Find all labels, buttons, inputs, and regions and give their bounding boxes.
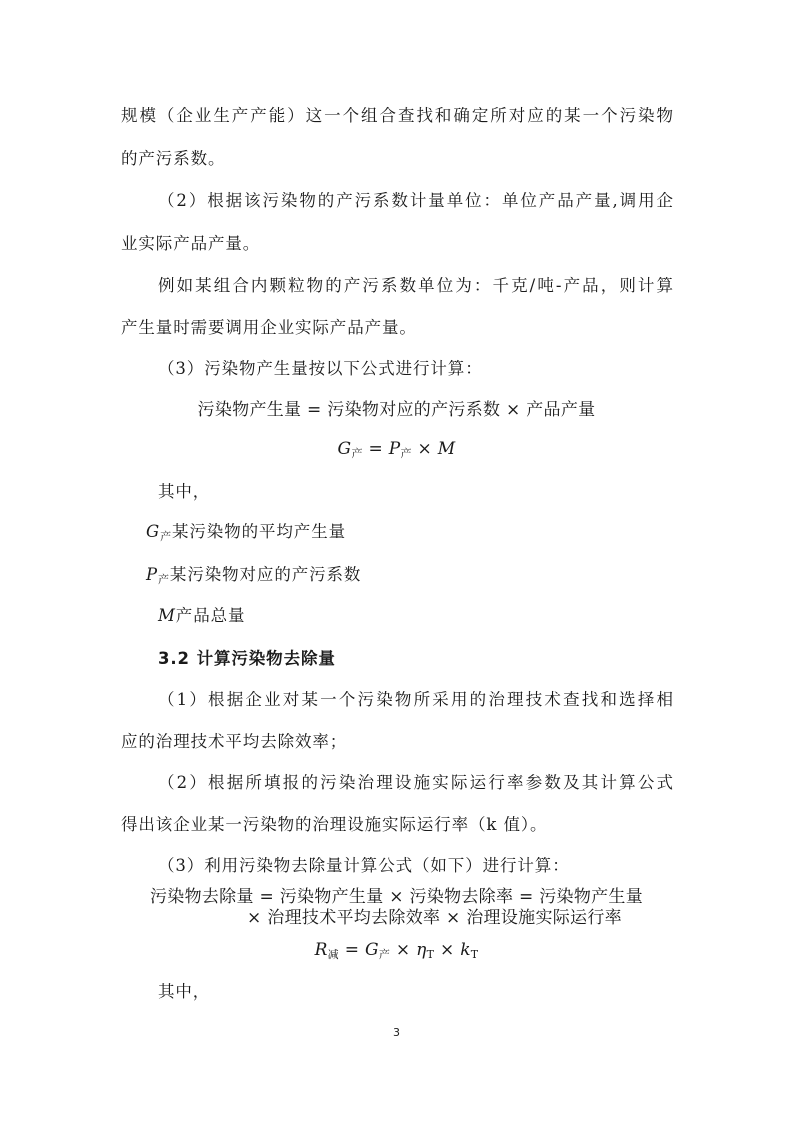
definition-m	[158, 604, 245, 628]
formula-text: 污染物去除量 = 污染物产生量 × 污染物去除率 = 污染物产生量	[149, 887, 644, 907]
symbol-g: G	[146, 522, 161, 541]
formula-text: 污染物产生量 = 污染物对应的产污系数 × 产品产量	[197, 400, 596, 420]
formula-math	[0, 938, 793, 967]
paragraph-line: （3）污染物产生量按以下公式进行计算：	[158, 359, 483, 378]
subscript: 产	[400, 447, 412, 460]
page-number: 3	[393, 1026, 400, 1039]
times-sign: ×	[411, 439, 438, 459]
symbol-p: P	[146, 565, 159, 584]
paragraph-line: （2）根据所填报的污染治理设施实际运行率参数及其计算公式	[158, 773, 673, 792]
subscript: T	[470, 948, 479, 961]
paragraph-line: 例如某组合内颗粒物的产污系数单位为：千克/吨-产品，则计算	[158, 276, 673, 295]
times-sign: ×	[434, 940, 461, 960]
definition-text: 产品总量	[175, 606, 246, 625]
symbol-k: k	[460, 940, 471, 960]
paragraph-line: （2）根据该污染物的产污系数计量单位：单位产品产量,调用企	[158, 191, 673, 210]
subscript: 产	[351, 447, 363, 460]
paragraph-line: 规模（企业生产产能）这一个组合查找和确定所对应的某一个污染物	[121, 106, 673, 125]
where-label: 其中，	[158, 982, 211, 1001]
symbol-m: M	[437, 439, 456, 459]
definition-g	[146, 520, 346, 549]
subscript: 产	[158, 573, 170, 586]
subscript: 产	[160, 530, 172, 543]
subscript: 减	[327, 948, 339, 961]
section-heading: 3.2 计算污染物去除量	[158, 649, 336, 668]
definition-text: 某污染物对应的产污系数	[169, 565, 362, 584]
paragraph-line: 得出该企业某一污染物的治理设施实际运行率（k 值）。	[121, 815, 548, 834]
where-label: 其中，	[158, 482, 211, 501]
definition-p	[146, 563, 361, 592]
paragraph-line: 应的治理技术平均去除效率；	[121, 732, 348, 751]
symbol-g: G	[337, 439, 352, 459]
paragraph-line: 的产污系数。	[121, 149, 226, 168]
definition-text: 某污染物的平均产生量	[172, 522, 346, 541]
formula-math	[0, 437, 793, 466]
symbol-p: P	[388, 439, 401, 459]
equals-sign: =	[362, 439, 389, 459]
times-sign: ×	[390, 940, 417, 960]
symbol-m: M	[158, 606, 176, 625]
subscript: 产	[378, 948, 391, 961]
paragraph-line: （1）根据企业对某一个污染物所采用的治理技术查找和选择相	[158, 690, 673, 709]
equals-sign: =	[338, 940, 365, 960]
subscript: T	[426, 948, 435, 961]
symbol-r: R	[314, 940, 328, 960]
symbol-eta: η	[416, 940, 427, 960]
symbol-g: G	[364, 940, 379, 960]
formula-text: × 治理技术平均去除效率 × 治理设施实际运行率	[247, 908, 622, 928]
paragraph-line: （3）利用污染物去除量计算公式（如下）进行计算：	[158, 856, 570, 875]
paragraph-line: 产生量时需要调用企业实际产品产量。	[121, 318, 417, 337]
paragraph-line: 业实际产品产量。	[121, 234, 261, 253]
